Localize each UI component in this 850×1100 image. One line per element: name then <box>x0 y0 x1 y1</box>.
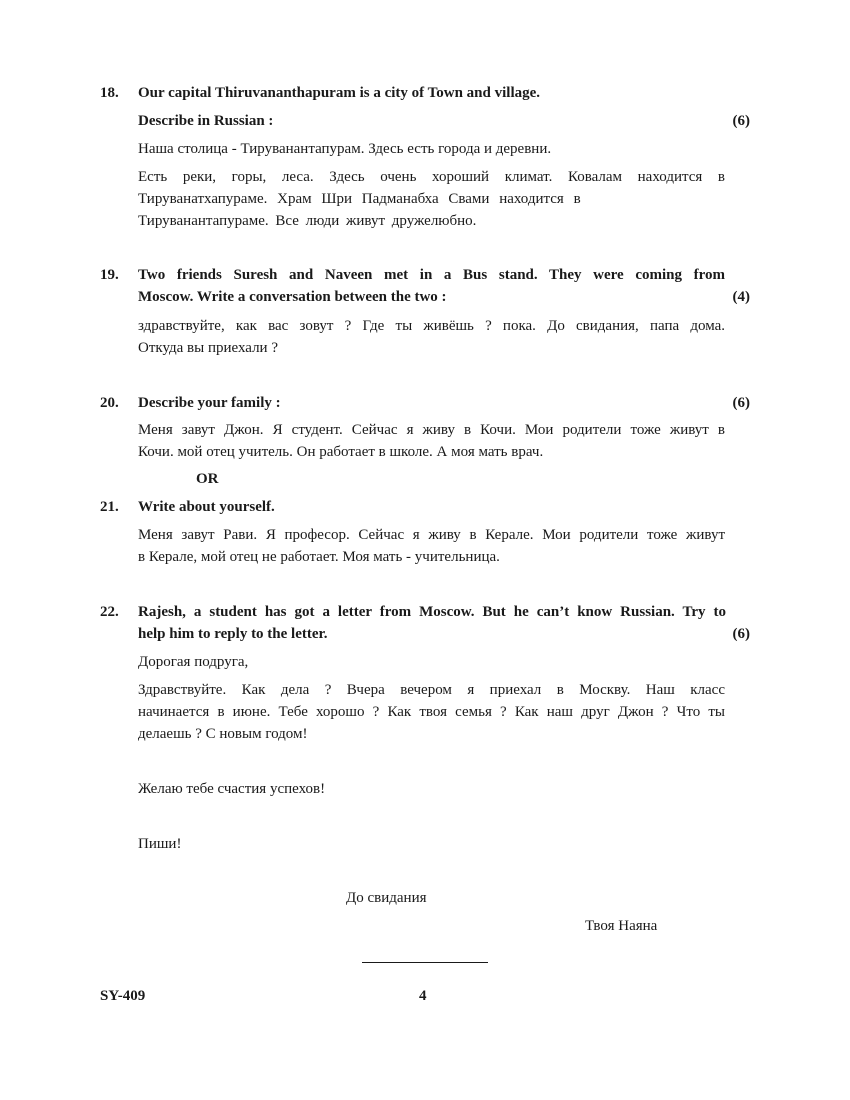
q18-instruction: Describe in Russian : <box>138 113 274 129</box>
q18-answer-line-2: Есть реки, горы, леса. Здесь очень хороший климат. Ковалам находится в <box>138 169 725 185</box>
q19-title-line-2: Moscow. Write a conversation between the two : <box>138 289 447 305</box>
q21-number: 21. <box>100 499 119 515</box>
q22-title-line-2: help him to reply to the letter. <box>138 626 328 642</box>
q19-title-line-1: Two friends Suresh and Naveen met in a Bus stand. They were coming from <box>138 267 725 283</box>
q22-salutation: Дорогая подруга, <box>138 654 249 670</box>
q22-letter-line-2: начинается в июне. Тебе хорошо ? Как твоя семья ? Как наш друг Джон ? Что ты <box>138 704 725 720</box>
q20-marks: (6) <box>732 395 750 411</box>
q22-letter-line-1: Здравствуйте. Как дела ? Вчера вечером я приехал в Москву. Наш класс <box>138 682 725 698</box>
q18-marks: (6) <box>732 113 750 129</box>
q21-answer-line-2: в Керале, мой отец не работает. Моя мать - учительница. <box>138 549 500 565</box>
q18-number: 18. <box>100 85 119 101</box>
q20-title: Describe your family : <box>138 395 281 411</box>
q22-write: Пиши! <box>138 836 182 852</box>
footer-page-number: 4 <box>419 988 427 1004</box>
q19-number: 19. <box>100 267 119 283</box>
q20-number: 20. <box>100 395 119 411</box>
q18-answer-line-1: Наша столица - Тируванантапурам. Здесь есть города и деревни. <box>138 141 552 157</box>
footer-code: SY-409 <box>100 988 146 1004</box>
q22-title-line-1: Rajesh, a student has got a letter from Moscow. But he can’t know Russian. Try to <box>138 604 726 620</box>
q18-title: Our capital Thiruvananthapuram is a city of Town and village. <box>138 85 541 101</box>
q19-answer-line-1: здравствуйте, как вас зовут ? Где ты живёшь ? пока. До свидания, папа дома. <box>138 318 725 334</box>
q22-marks: (6) <box>732 626 750 642</box>
end-rule <box>362 962 488 963</box>
q20-answer-line-2: Кочи. мой отец учитель. Он работает в школе. А моя мать врач. <box>138 444 544 460</box>
q21-title: Write about yourself. <box>138 499 275 515</box>
q22-goodbye: До свидания <box>346 890 427 906</box>
q20-answer-line-1: Меня завут Джон. Я студент. Сейчас я живу в Кочи. Мои родители тоже живут в <box>138 422 725 438</box>
q18-answer-line-4: Тируванантапураме. Все люди живут дружелюбно. <box>138 213 477 229</box>
q19-marks: (4) <box>732 289 750 305</box>
q18-answer-line-3: Тируванатхапураме. Храм Шри Падманабха Свами находится в <box>138 191 581 207</box>
q22-signature: Твоя Наяна <box>585 918 658 934</box>
q22-letter-line-3: делаешь ? С новым годом! <box>138 726 308 742</box>
q19-answer-line-2: Откуда вы приехали ? <box>138 340 278 356</box>
q22-wish: Желаю тебе счастия успехов! <box>138 781 326 797</box>
or-separator: OR <box>196 471 219 487</box>
q22-number: 22. <box>100 604 119 620</box>
q21-answer-line-1: Меня завут Рави. Я професор. Сейчас я живу в Керале. Мои родители тоже живут <box>138 527 725 543</box>
